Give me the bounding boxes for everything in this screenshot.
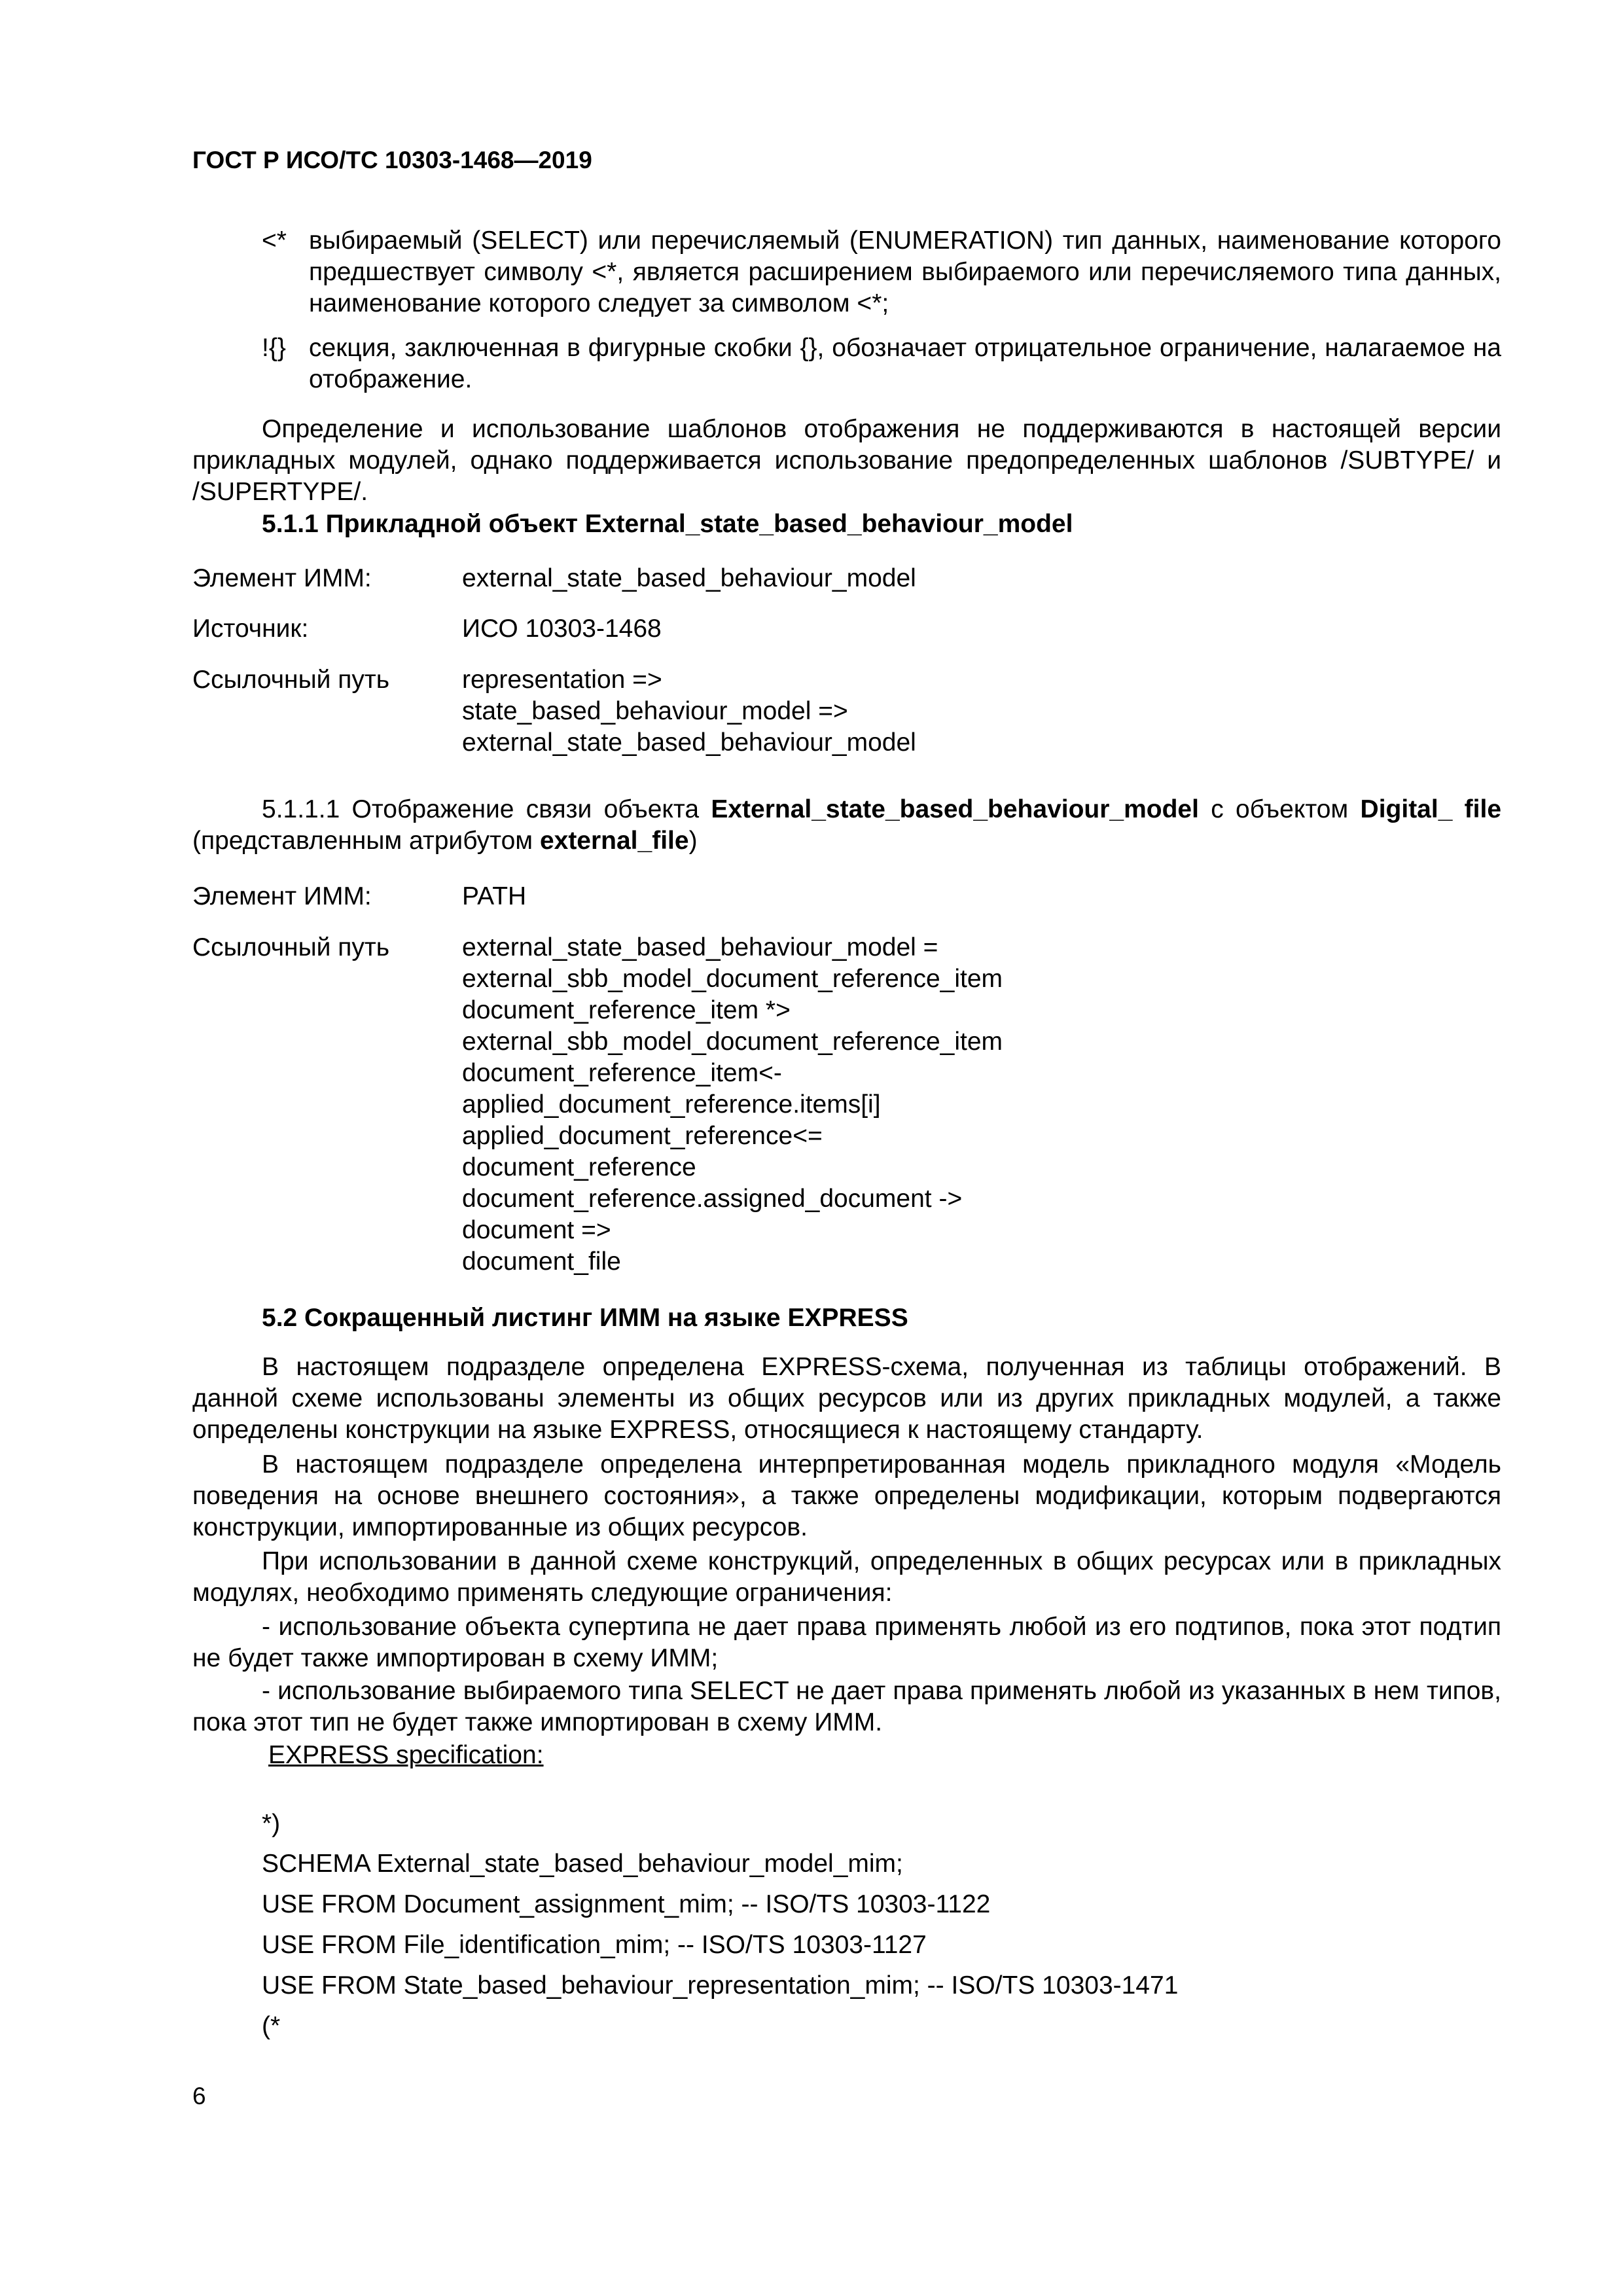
code-line: USE FROM Document_assignment_mim; -- ISO/TS 10303-1122 xyxy=(262,1890,991,1918)
code-line: USE FROM State_based_behaviour_representation_mim; -- ISO/TS 10303-1471 xyxy=(262,1971,1179,2000)
reference-path-line: document_reference_item *> xyxy=(462,996,791,1024)
notation-text: секция, заключенная в фигурные скобки {}, обозначает отрицательное ограничение, налагаемое на отображение. xyxy=(309,334,1501,393)
reference-path-line: applied_document_reference<= xyxy=(462,1122,823,1150)
notation-text: выбираемый (SELECT) или перечисляемый (ENUMERATION) тип данных, наименование которого предшествует символу <*, является расширением выбираемого или перечисляемого типа данных, наименование которого следует за символом <*; xyxy=(309,226,1501,317)
restriction-item: - использование выбираемого типа SELECT не дает права применять любой из указанных в нем типов, пока этот тип не будет также импортирован в схему ИММ. xyxy=(192,1677,1501,1736)
body-paragraph: При использовании в данной схеме конструкций, определенных в общих ресурсах или в прикладных модулях, необходимо применять следующие ограничения: xyxy=(192,1547,1501,1607)
mapping-paragraph-5111: 5.1.1.1 Отображение связи объекта External_state_based_behaviour_model с объектом Digital_ file (представленным атрибутом external_file) xyxy=(192,795,1502,855)
restriction-item: - использование объекта супертипа не дает права применять любой из его подтипов, пока этот подтип не будет также импортирован в схему ИММ; xyxy=(192,1613,1501,1672)
mapping-value: PATH xyxy=(462,882,527,910)
mapping-label: Источник: xyxy=(192,615,309,643)
reference-path-line: document_reference xyxy=(462,1153,696,1181)
code-line: USE FROM File_identification_mim; -- ISO/TS 10303-1127 xyxy=(262,1931,927,1959)
reference-path-line: external_sbb_model_document_reference_item xyxy=(462,1028,1003,1056)
page-number: 6 xyxy=(192,2083,206,2109)
code-line: *) xyxy=(262,1810,281,1838)
code-line: SCHEMA External_state_based_behaviour_model_mim; xyxy=(262,1850,903,1878)
reference-path-line: document => xyxy=(462,1216,611,1244)
reference-path xyxy=(462,932,1509,1278)
reference-path-line: document_file xyxy=(462,1247,621,1276)
mapping-value: external_state_based_behaviour_model xyxy=(462,564,916,592)
reference-path-line: external_state_based_behaviour_model = xyxy=(462,933,938,961)
body-paragraph: В настоящем подразделе определена EXPRESS-схема, полученная из таблицы отображений. В данной схеме использованы элементы из общих ресурсов или из других прикладных модулей, а также определены конструкции на языке EXPRESS, относящиеся к настоящему стандарту. xyxy=(192,1353,1501,1444)
intro-paragraph: Определение и использование шаблонов отображения не поддерживаются в настоящей версии прикладных модулей, однако поддерживается использование предопределенных шаблонов /SUBTYPE/ и /SUPERTYPE/. xyxy=(192,415,1501,506)
reference-path-line: representation => xyxy=(462,666,662,694)
mapping-label: Элемент ИММ: xyxy=(192,564,372,592)
reference-path-line: document_reference_item<- xyxy=(462,1059,782,1087)
notation-symbol: !{} xyxy=(262,334,286,362)
section-heading-511: 5.1.1 Прикладной объект External_state_based_behaviour_model xyxy=(262,510,1073,538)
mapping-label: Ссылочный путь xyxy=(192,933,390,961)
attribute-name: external_file xyxy=(539,827,689,855)
reference-path-line: applied_document_reference.items[i] xyxy=(462,1090,881,1119)
reference-path-line: state_based_behaviour_model => xyxy=(462,697,848,725)
standard-header: ГОСТ Р ИСО/ТС 10303-1468—2019 xyxy=(192,147,592,173)
express-spec-label: EXPRESS specification: xyxy=(268,1741,544,1769)
reference-path-line: document_reference.assigned_document -> xyxy=(462,1185,963,1213)
reference-path-line: external_state_based_behaviour_model xyxy=(462,728,916,757)
mapping-value: ИСО 10303-1468 xyxy=(462,615,662,643)
notation-symbol: <* xyxy=(262,226,287,255)
entity-name: External_state_based_behaviour_model xyxy=(711,795,1199,823)
reference-path xyxy=(462,664,1509,759)
reference-path-line: external_sbb_model_document_reference_item xyxy=(462,965,1003,993)
body-paragraph: В настоящем подразделе определена интерпретированная модель прикладного модуля «Модель поведения на основе внешнего состояния», а также определены модификации, которым подвергаются конструкции, импортированные из общих ресурсов. xyxy=(192,1450,1501,1541)
section-heading-52: 5.2 Сокращенный листинг ИММ на языке EXPRESS xyxy=(262,1304,908,1332)
mapping-label: Элемент ИММ: xyxy=(192,882,372,910)
mapping-label: Ссылочный путь xyxy=(192,666,390,694)
code-line: (* xyxy=(262,2012,281,2040)
target-entity: Digital_ file xyxy=(1360,795,1502,823)
